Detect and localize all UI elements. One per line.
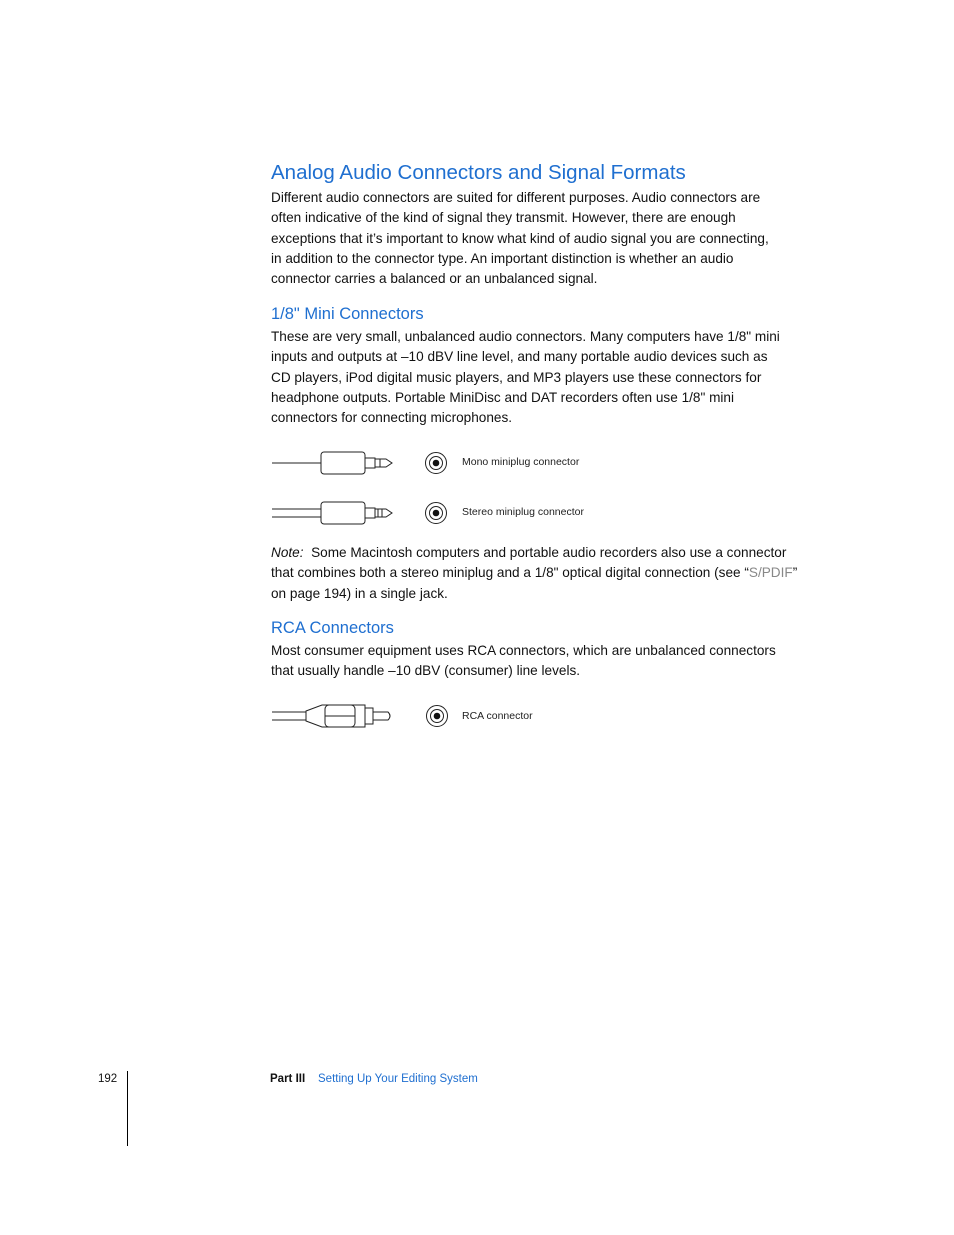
text-line: Different audio connectors are suited for different purposes. Audio connectors are <box>271 190 761 205</box>
text-line: exceptions that it’s important to know what kind of audio signal you are connecting, <box>271 230 769 246</box>
rca-connectors-heading: RCA Connectors <box>271 619 394 637</box>
text-line: connector carries a balanced or an unbalanced signal. <box>271 271 598 287</box>
text-line: CD players, iPod digital music players, and MP3 players use these connectors for <box>271 369 762 385</box>
text-line: on page 194) in a single jack. <box>271 585 448 601</box>
footer-section-link[interactable]: Setting Up Your Editing System <box>318 1073 478 1085</box>
footer-rule <box>127 1071 128 1146</box>
mono-miniplug-illustration <box>270 448 400 478</box>
rca-connectors-paragraph <box>271 641 776 682</box>
note-label: Note: <box>271 545 304 560</box>
page-title: Analog Audio Connectors and Signal Formats <box>271 161 686 184</box>
jack-icon <box>424 501 448 525</box>
text-line: These are very small, unbalanced audio connectors. Many computers have 1/8" mini <box>271 329 780 344</box>
intro-paragraph <box>271 188 769 289</box>
text-line: that combines both a stereo miniplug and a 1/8" optical digital connection (see “ <box>271 565 749 581</box>
text-line: in addition to the connector type. An important distinction is whether an audio <box>271 250 734 266</box>
text-line: connectors for connecting microphones. <box>271 410 513 426</box>
text-line: inputs and outputs at –10 dBV line level, and many portable audio devices such as <box>271 349 768 365</box>
mono-miniplug-caption: Mono miniplug connector <box>462 456 580 468</box>
rca-plug-illustration <box>270 701 400 731</box>
text-line: Some Macintosh computers and portable audio recorders also use a connector <box>311 545 787 560</box>
text-line: ” <box>792 565 798 581</box>
note-paragraph <box>271 543 797 604</box>
text-line: headphone outputs. Portable MiniDisc and DAT recorders often use 1/8" mini <box>271 389 734 405</box>
stereo-miniplug-illustration <box>270 498 400 528</box>
text-line: often indicative of the kind of signal they transmit. However, there are enough <box>271 210 736 226</box>
stereo-miniplug-caption: Stereo miniplug connector <box>462 506 584 518</box>
jack-icon <box>424 451 448 475</box>
footer-part: Part III <box>270 1073 306 1085</box>
spdif-link[interactable]: S/PDIF <box>748 565 793 581</box>
jack-icon <box>425 704 449 728</box>
mini-connectors-paragraph <box>271 327 780 428</box>
text-line: that usually handle –10 dBV (consumer) line levels. <box>271 663 581 679</box>
text-line: Most consumer equipment uses RCA connectors, which are unbalanced connectors <box>271 643 776 658</box>
mini-connectors-heading: 1/8" Mini Connectors <box>271 305 424 323</box>
rca-caption: RCA connector <box>462 710 533 722</box>
page-number: 192 <box>98 1073 118 1085</box>
